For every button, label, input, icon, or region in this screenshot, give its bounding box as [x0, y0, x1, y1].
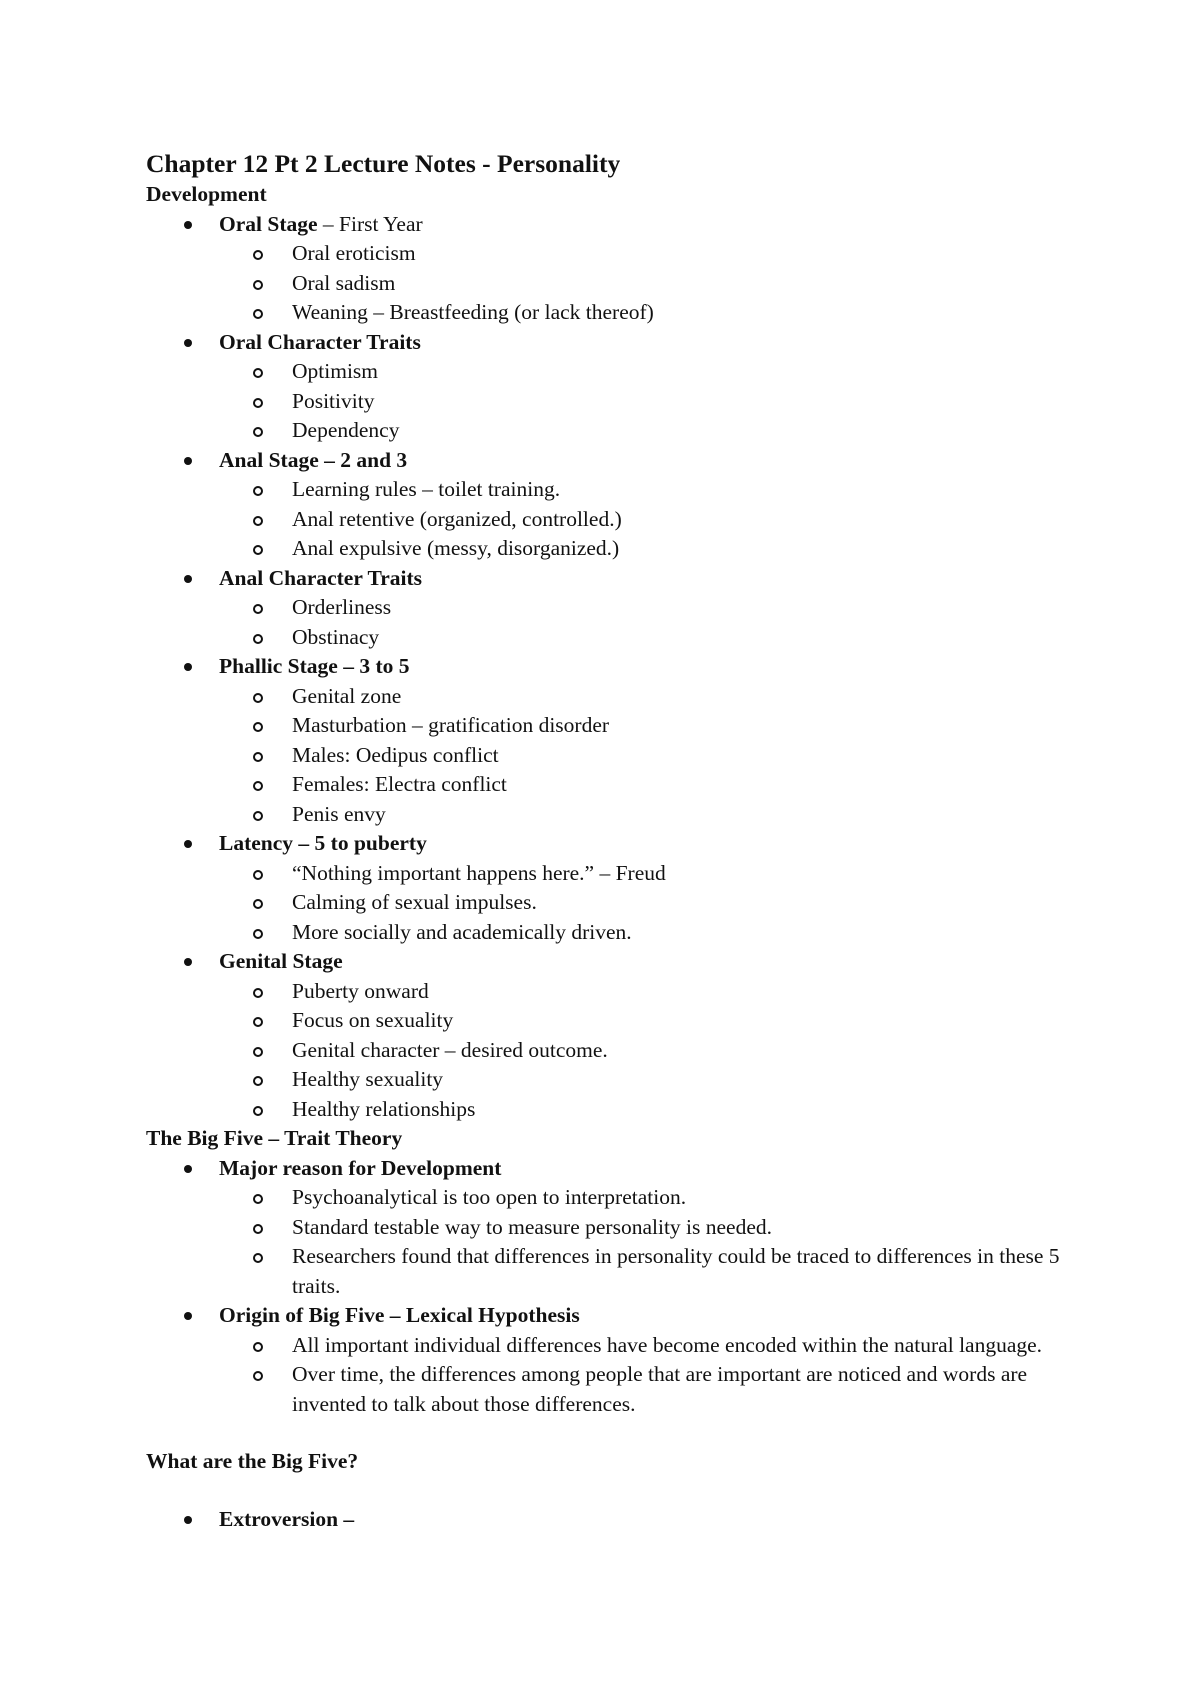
hollow-bullet-icon — [253, 250, 263, 260]
sub-list-item-text: Dependency — [292, 418, 400, 442]
hollow-bullet-icon — [253, 870, 263, 880]
sub-list-item — [219, 918, 1066, 948]
sub-list-item-text: Genital zone — [292, 683, 402, 708]
list-item-label: Origin of Big Five – Lexical Hypothesis — [219, 1303, 580, 1327]
list-item-heading — [219, 446, 1066, 476]
bullet-icon — [184, 1312, 192, 1320]
sub-list-item-text: Weaning – Breastfeeding (or lack thereof) — [292, 300, 654, 324]
bullet-icon — [184, 1165, 192, 1173]
sub-list-item-text: Oral sadism — [292, 270, 396, 295]
sub-list-item — [219, 1360, 1066, 1419]
hollow-bullet-icon — [253, 1342, 263, 1352]
list-item-heading — [219, 210, 1066, 240]
list-item-suffix: – First Year — [317, 211, 423, 236]
hollow-bullet-icon — [253, 693, 263, 703]
sub-list-item-text: Positivity — [292, 388, 375, 413]
sub-list-item-text: Puberty onward — [292, 978, 429, 1003]
sub-list-item-text: More socially and academically driven. — [292, 919, 632, 944]
sub-list-item — [219, 1036, 1066, 1066]
sub-list-item-text: Penis envy — [292, 801, 386, 826]
list-item — [146, 1505, 1066, 1535]
list-item-heading — [219, 829, 1066, 859]
list-item-heading — [219, 328, 1066, 358]
sub-list — [219, 239, 1066, 328]
list-item — [146, 446, 1066, 564]
sub-list-item-text: Researchers found that differences in personality could be traced to differences in these 5 traits. — [292, 1244, 1060, 1298]
bullet-icon — [184, 575, 192, 583]
sub-list — [219, 475, 1066, 564]
sub-list-item-text: Optimism — [292, 359, 379, 383]
list-item-label: Genital Stage — [219, 949, 343, 973]
list-item — [146, 947, 1066, 1124]
sub-list — [219, 1183, 1066, 1301]
sub-list-item — [219, 593, 1066, 623]
hollow-bullet-icon — [253, 811, 263, 821]
bullet-icon — [184, 840, 192, 848]
hollow-bullet-icon — [253, 516, 263, 526]
sub-list-item — [219, 859, 1066, 889]
list-item-heading — [219, 564, 1066, 594]
sub-list-item-text: Standard testable way to measure personality is needed. — [292, 1214, 773, 1239]
list-item — [146, 1301, 1066, 1419]
hollow-bullet-icon — [253, 486, 263, 496]
sub-list-item — [219, 1242, 1066, 1301]
section-heading: The Big Five – Trait Theory — [146, 1126, 403, 1150]
sub-list — [219, 593, 1066, 652]
sub-list-item-text: Oral eroticism — [292, 241, 416, 265]
hollow-bullet-icon — [253, 634, 263, 644]
sub-list-item-text: “Nothing important happens here.” – Freud — [292, 860, 666, 885]
hollow-bullet-icon — [253, 1253, 263, 1263]
bullet-list — [146, 1505, 1066, 1535]
hollow-bullet-icon — [253, 398, 263, 408]
list-item-label: Major reason for Development — [219, 1155, 502, 1180]
list-item-label: Oral Stage — [219, 211, 318, 236]
section-heading: Development — [146, 182, 267, 206]
sub-list-item-text: All important individual differences have become encoded within the natural language. — [292, 1332, 1043, 1357]
hollow-bullet-icon — [253, 1076, 263, 1086]
sub-list-item — [219, 387, 1066, 417]
sub-list-item — [219, 1331, 1066, 1361]
bullet-icon — [184, 221, 192, 229]
hollow-bullet-icon — [253, 368, 263, 378]
sub-list-item — [219, 269, 1066, 299]
sub-list-item-text: Learning rules – toilet training. — [292, 477, 561, 501]
sub-list-item — [219, 239, 1066, 269]
sub-list-item — [219, 1095, 1066, 1125]
hollow-bullet-icon — [253, 899, 263, 909]
list-item-heading — [219, 947, 1066, 977]
list-item — [146, 564, 1066, 653]
sub-list-item-text: Over time, the differences among people that are important are noticed and words are invented to talk about those differences. — [292, 1362, 1028, 1416]
sub-list-item — [219, 888, 1066, 918]
hollow-bullet-icon — [253, 1224, 263, 1234]
list-item — [146, 210, 1066, 328]
hollow-bullet-icon — [253, 545, 263, 555]
sub-list-item — [219, 505, 1066, 535]
bullet-icon — [184, 958, 192, 966]
sub-list-item-text: Genital character – desired outcome. — [292, 1037, 608, 1062]
sub-list-item — [219, 1183, 1066, 1213]
hollow-bullet-icon — [253, 722, 263, 732]
bullet-list — [146, 1154, 1066, 1420]
sub-list-item-text: Males: Oedipus conflict — [292, 742, 499, 767]
hollow-bullet-icon — [253, 1194, 263, 1204]
list-item — [146, 652, 1066, 829]
sub-list-item-text: Obstinacy — [292, 624, 380, 649]
sub-list-item-text: Healthy relationships — [292, 1096, 476, 1121]
sub-list-item-text: Calming of sexual impulses. — [292, 890, 537, 914]
sub-list-item-text: Psychoanalytical is too open to interpretation. — [292, 1185, 687, 1209]
sub-list-item-text: Anal retentive (organized, controlled.) — [292, 506, 622, 531]
section-heading: What are the Big Five? — [146, 1449, 359, 1473]
sub-list-item-text: Healthy sexuality — [292, 1067, 444, 1091]
hollow-bullet-icon — [253, 1017, 263, 1027]
sub-list-item — [219, 623, 1066, 653]
list-item-label: Anal Stage – 2 and 3 — [219, 447, 408, 472]
sub-list-item-text: Anal expulsive (messy, disorganized.) — [292, 536, 620, 560]
list-item — [146, 829, 1066, 947]
list-item-label: Extroversion – — [219, 1506, 355, 1531]
bullet-icon — [184, 663, 192, 671]
sub-list-item — [219, 770, 1066, 800]
sub-list-item — [219, 357, 1066, 387]
sub-list-item — [219, 1213, 1066, 1243]
list-item-heading — [219, 1505, 1066, 1535]
list-item-label: Latency – 5 to puberty — [219, 831, 427, 855]
sub-list-item — [219, 1006, 1066, 1036]
sub-list-item — [219, 711, 1066, 741]
sub-list-item — [219, 1065, 1066, 1095]
bullet-icon — [184, 457, 192, 465]
sub-list-item — [219, 534, 1066, 564]
sub-list — [219, 859, 1066, 948]
hollow-bullet-icon — [253, 1047, 263, 1057]
sub-list-item — [219, 800, 1066, 830]
bullet-icon — [184, 1516, 192, 1524]
hollow-bullet-icon — [253, 1106, 263, 1116]
sub-list-item-text: Focus on sexuality — [292, 1008, 454, 1032]
document-body — [146, 180, 1066, 1534]
bullet-icon — [184, 339, 192, 347]
sub-list-item-text: Orderliness — [292, 595, 392, 619]
sub-list — [219, 1331, 1066, 1420]
hollow-bullet-icon — [253, 427, 263, 437]
sub-list-item-text: Masturbation – gratification disorder — [292, 713, 610, 737]
sub-list — [219, 977, 1066, 1125]
hollow-bullet-icon — [253, 1371, 263, 1381]
sub-list — [219, 357, 1066, 446]
hollow-bullet-icon — [253, 604, 263, 614]
sub-list-item — [219, 977, 1066, 1007]
bullet-list — [146, 210, 1066, 1125]
sub-list-item — [219, 682, 1066, 712]
sub-list-item — [219, 416, 1066, 446]
list-item-heading — [219, 652, 1066, 682]
hollow-bullet-icon — [253, 280, 263, 290]
list-item-label: Phallic Stage – 3 to 5 — [219, 654, 410, 678]
list-item-heading — [219, 1154, 1066, 1184]
hollow-bullet-icon — [253, 309, 263, 319]
document-page — [146, 148, 1066, 1534]
list-item-label: Oral Character Traits — [219, 329, 421, 354]
sub-list — [219, 682, 1066, 830]
list-item — [146, 328, 1066, 446]
list-item-label: Anal Character Traits — [219, 565, 423, 590]
list-item-heading — [219, 1301, 1066, 1331]
hollow-bullet-icon — [253, 781, 263, 791]
sub-list-item-text: Females: Electra conflict — [292, 772, 507, 796]
sub-list-item — [219, 298, 1066, 328]
hollow-bullet-icon — [253, 752, 263, 762]
hollow-bullet-icon — [253, 988, 263, 998]
document-title: Chapter 12 Pt 2 Lecture Notes - Personality — [146, 149, 621, 178]
sub-list-item — [219, 475, 1066, 505]
hollow-bullet-icon — [253, 929, 263, 939]
sub-list-item — [219, 741, 1066, 771]
list-item — [146, 1154, 1066, 1302]
